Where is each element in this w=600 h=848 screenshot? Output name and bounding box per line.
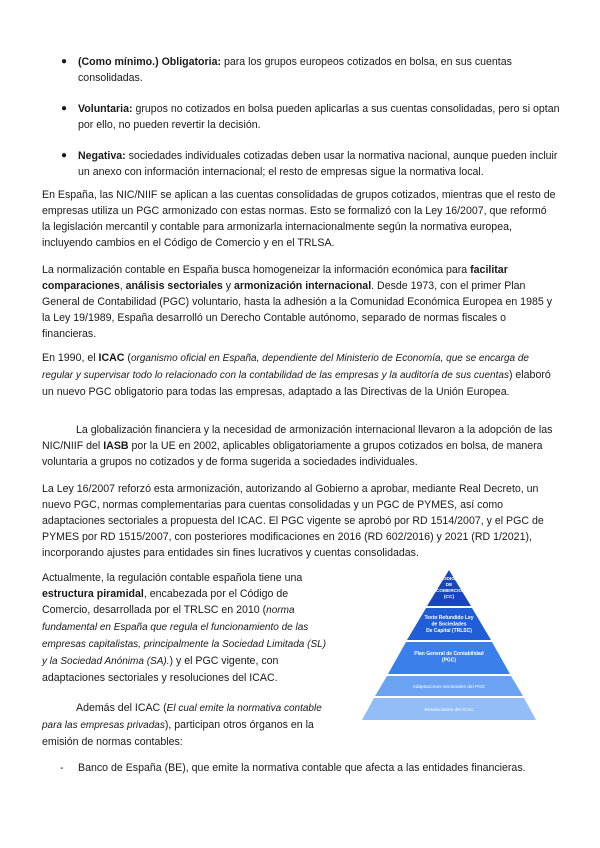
bold-run: facilitar comparaciones <box>42 264 508 292</box>
dash-bullet-icon: - <box>60 762 64 774</box>
paragraph-ley-16-2007: La Ley 16/2007 reforzó esta armonización, autorizando al Gobierno a aprobar, mediante Real Decreto, un nuevo PGC, normas complementarias para cuentas consolidadas y un PGC de PYMES, así como adaptaciones sectoriales a propuesta del ICAC. El PGC vigente se aprobó por RD 1514/2007, y el PGC de PYMES por RD 1515/2007, con posteriores modificaciones en 2016 (RD 602/2016) y 2021 (RD 1/2021), incorporando ajustes para entidades sin fines lucrativos y cuentas consolidadas. <box>42 483 544 559</box>
pyramid-label: Resoluciones del ICAC <box>424 708 474 713</box>
paragraph-globalization <box>42 422 557 470</box>
bullet-text: grupos no cotizados en bolsa pueden aplicarlas a sus cuentas consolidadas, pero si optan por ello, no pueden revertir la decisión. <box>78 103 560 131</box>
bullet-term: (Como mínimo.) Obligatoria: <box>78 56 222 68</box>
pyramid-label: Plan General de Contabilidad (PGC) <box>414 651 484 664</box>
text-run: Además del ICAC ( <box>76 702 167 714</box>
text-run: por la UE en 2002, aplicables obligatoriamente a grupos cotizados en bolsa, de manera voluntaria a grupos no cotizados y de forma sugerida a sociedades individuales. <box>42 440 543 468</box>
list-item <box>60 54 560 86</box>
list-item <box>60 101 560 133</box>
text-run: ( <box>124 352 131 364</box>
bold-run: IASB <box>103 440 129 452</box>
text-run: ) elaboró un nuevo PGC obligatorio para todas las empresas, adaptado a las Directivas de la Unión Europea. <box>42 369 551 398</box>
bullet-term: Negativa: <box>78 150 126 162</box>
bullet-icon: ● <box>61 103 68 114</box>
italic-run: El cual emite la normativa contable para las empresas privadas <box>42 703 322 731</box>
italic-run: organismo oficial en España, dependiente del Ministerio de Economía, que se encarga de regular y supervisar todo lo relacionado con la contabilidad de las empresas y la auditoría de sus cuentas <box>42 353 529 381</box>
text-run: Actualmente, la regulación contable española tiene una <box>42 572 303 584</box>
bullet-term: Voluntaria: <box>78 103 133 115</box>
list-item <box>60 760 560 776</box>
regulation-pyramid-diagram <box>338 570 560 720</box>
paragraph-other-bodies <box>42 700 332 750</box>
paragraph-normalization <box>42 262 557 342</box>
text-run: ) y el PGC vigente, con adaptaciones sectoriales y resoluciones del ICAC. <box>42 655 279 684</box>
pyramid-level-1 <box>427 570 471 606</box>
paragraph-nic-niif-spain: En España, las NIC/NIIF se aplican a las cuentas consolidadas de grupos cotizados, mientras que el resto de empresas utiliza un PGC armonizado con estas normas. Esto se formalizó con la Ley 16/2007, que reformó la legislación mercantil y contable para armonizarla internacionalmente según la normativa europea, incluyendo cambios en el Código de Comercio y en el TRLSA. <box>42 189 556 249</box>
pyramid-label: Texto Refundido Ley de Sociedades De Capital (TRLSC) <box>424 615 474 634</box>
bullet-text: sociedades individuales cotizadas deben usar la normativa nacional, aunque pueden incluir un anexo con información internacional; el resto de empresas sigue la normativa local. <box>78 150 558 178</box>
pyramid-label: CÓDIGO DE COMERCIO (CC) <box>435 577 463 600</box>
pyramid-label: Adaptaciones sectoriales del PGC <box>412 685 486 690</box>
text-run: ), participan otros órganos en la emisión de normas contables: <box>42 719 314 748</box>
bold-run: análisis sectoriales <box>125 280 223 292</box>
text-run: . Desde 1973, con el primer Plan General de Contabilidad (PGC) voluntario, hasta la adhesión a la Comunidad Económica Europea en 1985 y la Ley 19/1989, España desarrolló un Derecho Contable autónomo, separado de normas fiscales o financieras. <box>42 280 552 340</box>
text-run: La normalización contable en España busca homogeneizar la información económica para <box>42 264 471 276</box>
bold-run: estructura piramidal <box>42 588 144 600</box>
paragraph-icac <box>42 350 557 400</box>
bold-run: armonización internacional <box>233 280 372 292</box>
bullet-icon: ● <box>61 56 68 67</box>
bullet-text: para los grupos europeos cotizados en bolsa, en sus cuentas consolidadas. <box>78 56 512 84</box>
text-run: En 1990, el <box>42 352 99 364</box>
text-run: , <box>119 280 126 292</box>
text-run: y <box>222 280 234 292</box>
bullet-icon: ● <box>61 150 68 161</box>
bold-run: ICAC <box>98 352 125 364</box>
list-item <box>60 148 560 180</box>
paragraph-pyramid-structure <box>42 570 332 686</box>
text-run: La globalización financiera y la necesidad de armonización internacional llevaron a la adopción de las NIC/NIIF del <box>42 424 553 452</box>
dash-item-text: Banco de España (BE), que emite la normativa contable que afecta a las entidades financieras. <box>78 762 526 774</box>
italic-run: norma fundamental en España que regula el funcionamiento de las empresas capitalistas, principalmente la Sociedad Limitada (SL) y la Sociedad Anónima (SA). <box>42 605 327 667</box>
text-run: , encabezada por el Código de Comercio, desarrollada por el TRLSC en 2010 ( <box>42 588 289 616</box>
modality-list <box>60 54 560 195</box>
